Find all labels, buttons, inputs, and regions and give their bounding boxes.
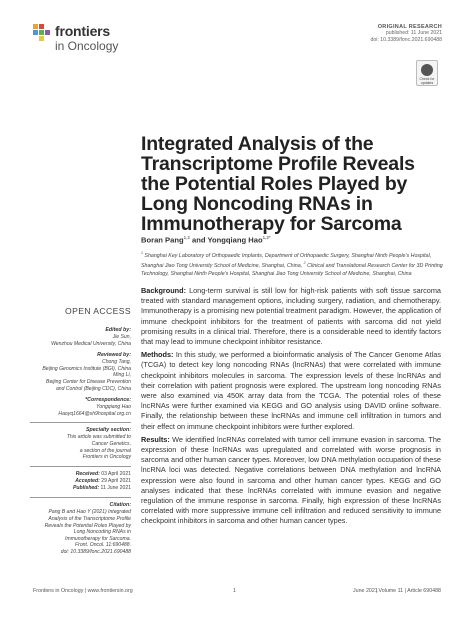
- dates-section: [30, 471, 131, 493]
- citation-label: Citation:: [109, 502, 131, 509]
- author-separator: and: [189, 235, 208, 245]
- frontiers-logo-icon: [33, 24, 51, 42]
- journal-logo[interactable]: [33, 22, 173, 56]
- footer-date: June 2021: [353, 588, 378, 594]
- received-label: Received:: [75, 470, 100, 477]
- reviewer-name[interactable]: Chong Tang,: [102, 359, 131, 366]
- specialty-text: Frontiers in Oncology: [82, 454, 131, 461]
- reviewer-institution: Beijing Center for Disease Prevention: [46, 378, 131, 385]
- methods-text: In this study, we performed a bioinformatic analysis of The Cancer Genome Atlas (TCGA) to detect key long noncoding RNAs (lncRNAs) that were correlated with immune checkpoint inhibitors molecules in sarcoma. The expression levels of these lncRNAs and their correlation with patient prognosis were explored. The upstream long noncoding RNAs were also examined via 450K array data from the TCGA. The potential roles of these lncRNAs were further examined via KEGG and GO analysis using DAVID online software. Finally, the relationship between these lncRNAs and immune cell infiltration in tumors and their effect on immune checkpoint inhibitors were further explored.: [141, 350, 441, 431]
- affiliation-number: 2: [303, 261, 306, 266]
- received-date: Received: 03 April 2021: [75, 470, 131, 477]
- sidebar-divider: [30, 497, 131, 498]
- citation-text: Immunotherapy for Sarcoma.: [65, 535, 131, 542]
- affiliation-text: Clinical and Translational Research Center for 3D Printing Technology, Shanghai Ninth People's Hospital, Shanghai Jiao Tong University School of Medicine, Shanghai, China: [141, 263, 443, 277]
- reviewer-name[interactable]: Ming Li,: [113, 372, 131, 379]
- author-affiliation-marker: 1,2*: [262, 235, 271, 240]
- journal-name: in Oncology: [55, 39, 119, 53]
- sidebar-divider: [30, 466, 131, 467]
- citation-text: Front. Oncol. 11:690488.: [75, 542, 131, 549]
- correspondence-section: [30, 397, 131, 417]
- citation-text: Reveals the Potential Roles Played by: [44, 522, 131, 529]
- crossmark-label: Check for updates: [419, 77, 435, 85]
- accepted-date: Accepted: 29 April 2021: [75, 477, 131, 484]
- publisher-name: frontiers: [55, 23, 110, 39]
- specialty-label: Specialty section:: [85, 427, 131, 434]
- author-name[interactable]: Yongqiang Hao: [207, 235, 263, 245]
- article-type: ORIGINAL RESEARCH: [377, 24, 442, 30]
- specialty-text: a section of the journal: [79, 447, 131, 454]
- affiliation-text: Shanghai Key Laboratory of Orthopaedic Implants, Department of Orthopaedic Surgery, Shanghai Ninth People's Hospital, Shanghai Jiao Tong University School of Medicine, Shanghai, China,: [141, 252, 432, 270]
- citation-text: Analysis of the Transcriptome Profile: [48, 515, 131, 522]
- citation-text: Pang B and Hao Y (2021) Integrated: [48, 509, 131, 516]
- doi-link[interactable]: doi: 10.3389/fonc.2021.690488: [370, 37, 442, 43]
- reviewed-by-section: [30, 352, 131, 392]
- correspondent-email[interactable]: Haoyq1664@sh9hospital.org.cn: [58, 410, 131, 417]
- affiliations: [141, 250, 451, 278]
- abstract-results: [141, 435, 441, 527]
- editor-name[interactable]: Jie Sun,: [112, 334, 131, 340]
- footer-volume: | Volume 11 | Article 690488: [375, 588, 441, 594]
- crossmark-icon: [421, 64, 433, 76]
- sidebar-divider: [30, 422, 131, 423]
- footer-journal-link[interactable]: Frontiers in Oncology | www.frontiersin.org: [33, 588, 133, 594]
- specialty-text: Cancer Genetics,: [91, 440, 131, 447]
- citation-doi[interactable]: doi: 10.3389/fonc.2021.690488: [60, 548, 131, 555]
- edited-by-section: [30, 327, 131, 347]
- article-meta: [370, 24, 442, 44]
- citation-text: Long Noncoding RNAs in: [73, 529, 131, 536]
- published-label: Published:: [73, 485, 100, 492]
- abstract: [141, 286, 441, 530]
- open-access-label: OPEN ACCESS: [64, 306, 131, 316]
- correspondent-name: Yongqiang Hao: [96, 404, 131, 411]
- reviewer-institution: Beijing Genomics Institute (BGI), China: [42, 365, 131, 372]
- reviewer-institution: and Control (Beijing CDC), China: [55, 385, 131, 392]
- abstract-methods: [141, 350, 441, 432]
- reviewed-by-label: Reviewed by:: [97, 352, 131, 359]
- citation-section: [30, 502, 131, 555]
- article-title: Integrated Analysis of the Transcriptome Profile Reveals the Potential Roles Played by Long Noncoding RNAs in Immunotherapy for Sarcoma: [141, 133, 415, 235]
- page-number: 1: [233, 588, 236, 594]
- article-info-sidebar: [30, 306, 131, 560]
- author-name[interactable]: Boran Pang: [141, 235, 184, 245]
- results-heading: Results:: [141, 434, 170, 444]
- methods-heading: Methods:: [141, 350, 174, 360]
- accepted-label: Accepted:: [75, 477, 100, 484]
- affiliation-number: 1: [141, 251, 143, 255]
- crossmark-badge[interactable]: [416, 60, 438, 86]
- author-affiliation-marker: 1,2: [183, 235, 190, 240]
- published-date: published: 11 June 2021: [385, 30, 442, 36]
- results-text: We identified lncRNAs correlated with tumor cell immune evasion in sarcoma. The expression of these lncRNAs was upregulated and correlated with worse prognosis in sarcoma and other human cancer types. Moreover, low DNA methylation occupation of these lncRNA loci was detected. Negative correlations between DNA methylation and lncRNA expression were also found in sarcoma and other human cancer types. KEGG and GO analyses indicated that these lncRNAs correlated with immune evasion and negative regulation of the immune response in sarcoma. Finally, high expression of these lncRNAs correlated with more suppressive immune cell infiltration and reduced sensitivity to immune checkpoint inhibitors in sarcoma and other human cancer types.: [141, 434, 441, 526]
- abstract-background: [141, 286, 441, 347]
- author-list: [141, 235, 271, 245]
- background-heading: Background:: [141, 286, 186, 295]
- published-sidebar-date: Published: 11 June 2021: [73, 485, 131, 492]
- correspondence-label: *Correspondence:: [85, 397, 131, 404]
- specialty-text: This article was submitted to: [66, 434, 131, 441]
- specialty-section: [30, 427, 131, 460]
- editor-institution: Wenzhou Medical University, China: [51, 340, 131, 347]
- edited-by-label: Edited by:: [105, 327, 131, 333]
- background-text: Long-term survival is still low for high-risk patients with soft tissue sarcoma treated with standard management options, including surgery, radiation, and chemotherapy. Immunotherapy is a promising new potential treatment paradigm. However, the application of immune checkpoint inhibitors for the treatment of patients with sarcoma did not yield promising results in a clinical trial. Therefore, there is a considerable need to identify factors that may lead to immune checkpoint inhibitor resistance.: [141, 286, 441, 347]
